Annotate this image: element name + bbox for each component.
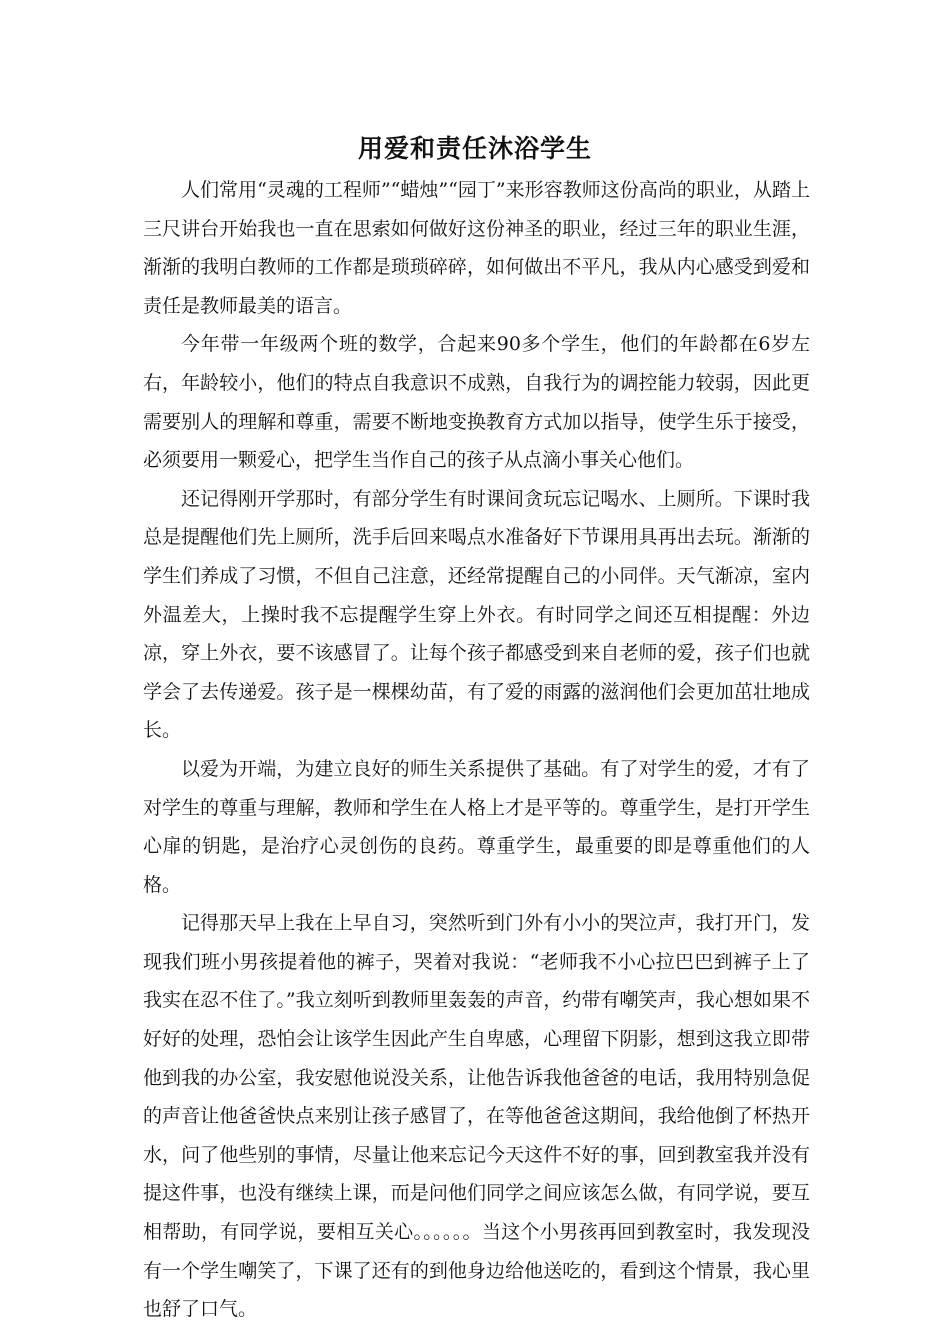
paragraph-2: 今年带一年级两个班的数学，合起来90多个学生，他们的年龄都在6岁左右，年龄较小，他们的特点自我意识不成熟，自我行为的调控能力较弱，因此更需要别人的理解和尊重，需要不断地变换教育方式加以指导，使学生乐于接受，必须要用一颗爱心，把学生当作自己的孩子从点滴小事关心他们。: [143, 333, 810, 472]
paragraph-4: 以爱为开端，为建立良好的师生关系提供了基础。有了对学生的爱，才有了对学生的尊重与理解，教师和学生在人格上才是平等的。尊重学生，是打开学生心扉的钥匙，是治疗心灵创伤的良药。尊重学生，最重要的即是尊重他们的人格。: [143, 757, 810, 896]
paragraph-3: 还记得刚开学那时，有部分学生有时课间贪玩忘记喝水、上厕所。下课时我总是提醒他们先上厕所，洗手后回来喝点水准备好下节课用具再出去玩。渐渐的学生们养成了习惯，不但自己注意，还经常提醒自己的小同伴。天气渐凉，室内外温差大，上操时我不忘提醒学生穿上外衣。有时同学之间还互相提醒：外边凉，穿上外衣，要不该感冒了。让每个孩子都感受到来自老师的爱，孩子们也就学会了去传递爱。孩子是一棵棵幼苗，有了爱的雨露的滋润他们会更加茁壮地成长。: [143, 487, 810, 742]
paragraph-1: 人们常用“灵魂的工程师”“蜡烛”“园丁”来形容教师这份高尚的职业，从踏上三尺讲台开始我也一直在思索如何做好这份神圣的职业，经过三年的职业生涯，渐渐的我明白教师的工作都是琐琐碎碎，如何做出不平凡，我从内心感受到爱和责任是教师最美的语言。: [143, 179, 810, 317]
document-title: 用爱和责任沐浴学生: [357, 134, 592, 163]
document-body: [143, 171, 810, 1329]
paragraph-5: 记得那天早上我在上早自习，突然听到门外有小小的哭泣声，我打开门，发现我们班小男孩提着他的裤子，哭着对我说：“老师我不小心拉巴巴到裤子上了我实在忍不住了。”我立刻听到教师里轰轰的声音，约带有嘲笑声，我心想如果不好好的处理，恐怕会让该学生因此产生自卑感，心理留下阴影，想到这我立即带他到我的办公室，我安慰他说没关系，让他告诉我他爸爸的电话，我用特别急促的声音让他爸爸快点来别让孩子感冒了，在等他爸爸这期间，我给他倒了杯热开水，问了他些别的事情，尽量让他来忘记今天这件不好的事，回到教室我并没有提这件事，也没有继续上课，而是问他们同学之间应该怎么做，有同学说，要互相帮助，有同学说，要相互关心。。。。。。当这个小男孩再回到教室时，我发现没有一个学生嘲笑了，下课了还有的到他身边给他送吃的，看到这个情景，我心里也舒了口气。: [143, 912, 810, 1321]
